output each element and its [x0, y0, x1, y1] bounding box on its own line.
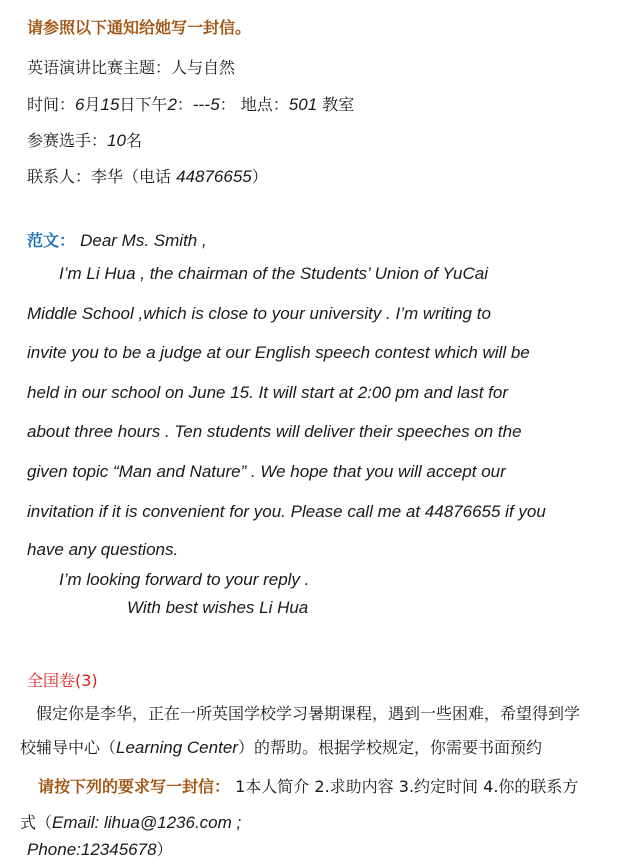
- day: 15: [100, 95, 120, 114]
- room-unit: 教室: [317, 95, 355, 114]
- learning-center: Learning Center: [116, 738, 238, 757]
- text: ）的帮助。根据学校规定，你需要书面预约: [237, 738, 542, 757]
- sample-line: I’m looking forward to your reply .: [59, 570, 310, 589]
- place-label: ： 地点：: [219, 95, 289, 114]
- sample-line: invite you to be a judge at our English speech contest which will be: [27, 343, 530, 362]
- sample-signoff: With best wishes Li Hua: [127, 598, 309, 617]
- text: ）: [156, 840, 173, 859]
- notice-contact: [27, 166, 268, 188]
- contact-phone: 44876655: [176, 167, 252, 186]
- notice-topic: 英语演讲比赛主题：人与自然: [27, 58, 236, 77]
- sample-line: held in our school on June 15. It will start at 2:00 pm and last for: [27, 383, 508, 402]
- sample-label: 范文：: [27, 231, 76, 250]
- requirement-item: 4.你的联系方: [483, 777, 579, 796]
- month: 6: [75, 95, 85, 114]
- start-time: 2: [167, 95, 177, 114]
- email: Email: lihua@1236.com ;: [52, 813, 242, 832]
- notice-time-place: [27, 94, 354, 116]
- contact-label: 联系人：李华（电话: [27, 167, 177, 186]
- requirement-item: 2.求助内容: [314, 777, 394, 796]
- sample-greeting-line: [27, 230, 207, 252]
- exam-requirements: [38, 776, 578, 798]
- requirements-label: 请按下列的要求写一封信：: [38, 777, 231, 796]
- exam-paragraph-line: [20, 737, 542, 759]
- participants-label: 参赛选手：: [27, 131, 108, 150]
- sample-line: Middle School ,which is close to your university . I’m writing to: [27, 304, 491, 323]
- sample-line: Dear Ms. Smith ,: [80, 231, 207, 250]
- notice-participants: [27, 130, 142, 152]
- participants-count: 10: [107, 131, 126, 150]
- requirement-item: 1本人简介: [235, 777, 310, 796]
- exam-title: 全国卷(3): [27, 671, 98, 690]
- exam-paragraph-line: 假定你是李华，正在一所英国学校学习暑期课程，遇到一些困难，希望得到学: [36, 704, 581, 723]
- time-sep: ：---: [176, 95, 211, 114]
- phone: Phone:12345678: [27, 840, 157, 859]
- time-label: 时间：: [27, 95, 76, 114]
- exam-contact-line: [20, 812, 241, 834]
- room: 501: [288, 95, 318, 114]
- contact-close: ）: [251, 167, 268, 186]
- text: 式（: [20, 813, 53, 832]
- sample-line: invitation if it is convenient for you. Please call me at 44876655 if you: [27, 502, 546, 521]
- end-time: 5: [210, 95, 220, 114]
- requirement-item: 3.约定时间: [398, 777, 479, 796]
- day-unit: 日下午: [119, 95, 168, 114]
- exam-phone-line: [27, 839, 173, 861]
- sample-line: about three hours . Ten students will deliver their speeches on the: [27, 422, 522, 441]
- prompt-heading: 请参照以下通知给她写一封信。: [27, 18, 252, 37]
- participants-unit: 名: [125, 131, 142, 150]
- sample-line: I’m Li Hua , the chairman of the Students’ Union of YuCai: [59, 264, 489, 283]
- sample-line: given topic “Man and Nature” . We hope that you will accept our: [27, 462, 506, 481]
- text: 校辅导中心（: [20, 738, 117, 757]
- sample-line: have any questions.: [27, 540, 179, 559]
- month-unit: 月: [84, 95, 101, 114]
